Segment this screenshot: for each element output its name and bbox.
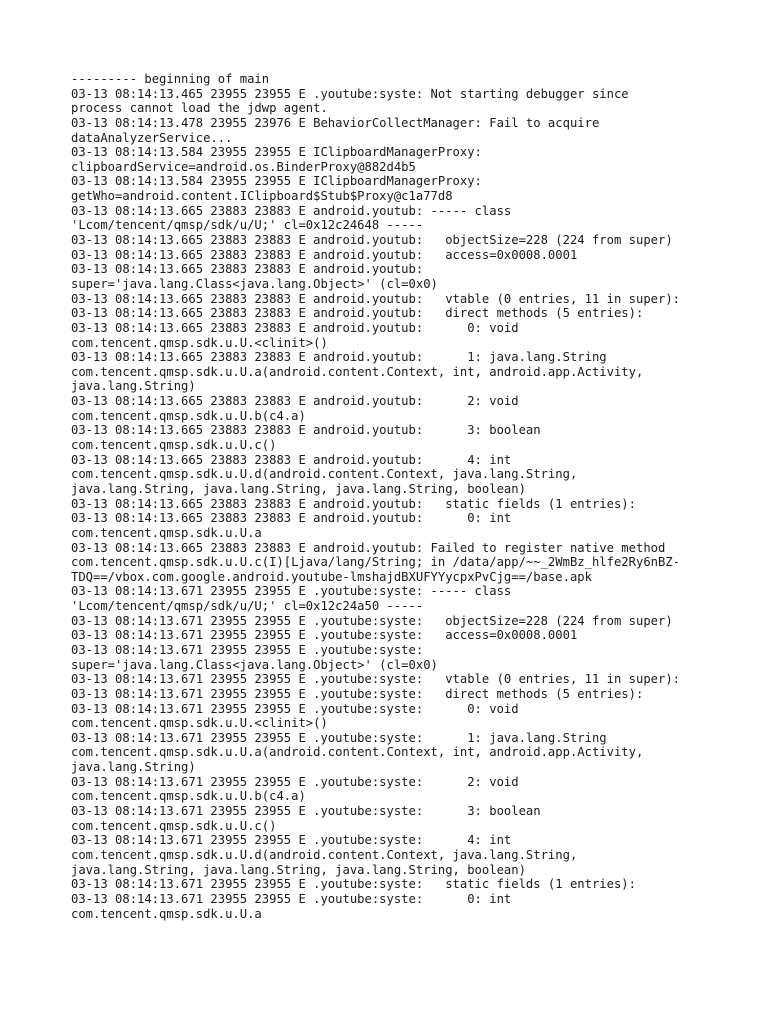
log-line: 03-13 08:14:13.665 23883 23883 E android.youtub: 0: int <box>71 511 512 526</box>
log-line: com.tencent.qmsp.sdk.u.U.a(android.content.Context, int, android.app.Activity, <box>71 364 644 379</box>
log-line: 03-13 08:14:13.671 23955 23955 E .youtube:syste: 2: void <box>71 774 519 789</box>
log-line: 03-13 08:14:13.671 23955 23955 E .youtube:syste: objectSize=228 (224 from super) <box>71 613 673 628</box>
log-line: 'Lcom/tencent/qmsp/sdk/u/U;' cl=0x12c24648 ----- <box>71 218 424 233</box>
log-line: com.tencent.qmsp.sdk.u.U.a <box>71 525 262 540</box>
log-line: 03-13 08:14:13.478 23955 23976 E BehaviorCollectManager: Fail to acquire <box>71 115 600 130</box>
log-line: 03-13 08:14:13.671 23955 23955 E .youtube:syste: direct methods (5 entries): <box>71 686 644 701</box>
log-line: clipboardService=android.os.BinderProxy@882d4b5 <box>71 159 416 174</box>
log-line: 03-13 08:14:13.671 23955 23955 E .youtube:syste: 1: java.lang.String <box>71 730 607 745</box>
log-line: getWho=android.content.IClipboard$Stub$Proxy@c1a77d8 <box>71 189 453 204</box>
log-line: 03-13 08:14:13.665 23883 23883 E android.youtub: 1: java.lang.String <box>71 350 607 365</box>
log-line: 03-13 08:14:13.665 23883 23883 E android.youtub: static fields (1 entries): <box>71 496 636 511</box>
log-line: 03-13 08:14:13.671 23955 23955 E .youtube:syste: ----- class <box>71 584 512 599</box>
log-line: 03-13 08:14:13.671 23955 23955 E .youtube:syste: access=0x0008.0001 <box>71 628 578 643</box>
log-line: com.tencent.qmsp.sdk.u.U.d(android.content.Context, java.lang.String, <box>71 467 578 482</box>
log-line: super='java.lang.Class<java.lang.Object>' (cl=0x0) <box>71 657 438 672</box>
log-line: com.tencent.qmsp.sdk.u.U.c(I)[Ljava/lang/String; in /data/app/~~_2WmBz_hlfe2Ry6nBZ- <box>71 555 681 570</box>
log-line: com.tencent.qmsp.sdk.u.U.<clinit>() <box>71 716 328 731</box>
log-line: 03-13 08:14:13.665 23883 23883 E android.youtub: Failed to register native method <box>71 540 666 555</box>
log-line: 03-13 08:14:13.665 23883 23883 E android.youtub: direct methods (5 entries): <box>71 306 644 321</box>
log-line: dataAnalyzerService... <box>71 130 233 145</box>
log-line: 03-13 08:14:13.665 23883 23883 E android.youtub: vtable (0 entries, 11 in super): <box>71 291 681 306</box>
log-line: 03-13 08:14:13.671 23955 23955 E .youtube:syste: 0: int <box>71 891 512 906</box>
log-line: 03-13 08:14:13.584 23955 23955 E IClipboardManagerProxy: <box>71 174 482 189</box>
log-line: 03-13 08:14:13.671 23955 23955 E .youtube:syste: 4: int <box>71 833 512 848</box>
log-line: 03-13 08:14:13.665 23883 23883 E android.youtub: access=0x0008.0001 <box>71 247 578 262</box>
log-line: process cannot load the jdwp agent. <box>71 101 328 116</box>
log-line: com.tencent.qmsp.sdk.u.U.a <box>71 906 262 921</box>
log-line: 03-13 08:14:13.671 23955 23955 E .youtube:syste: 0: void <box>71 701 519 716</box>
log-line: com.tencent.qmsp.sdk.u.U.c() <box>71 818 277 833</box>
log-line: super='java.lang.Class<java.lang.Object>' (cl=0x0) <box>71 276 438 291</box>
log-line: java.lang.String, java.lang.String, java.lang.String, boolean) <box>71 481 526 496</box>
log-line: 03-13 08:14:13.671 23955 23955 E .youtube:syste: <box>71 642 424 657</box>
log-line: 03-13 08:14:13.665 23883 23883 E android.youtub: 3: boolean <box>71 423 541 438</box>
log-line: com.tencent.qmsp.sdk.u.U.b(c4.a) <box>71 408 306 423</box>
log-line: 03-13 08:14:13.671 23955 23955 E .youtube:syste: 3: boolean <box>71 804 541 819</box>
log-line: TDQ==/vbox.com.google.android.youtube-lmshajdBXUFYYycpxPvCjg==/base.apk <box>71 569 592 584</box>
log-line: com.tencent.qmsp.sdk.u.U.d(android.content.Context, java.lang.String, <box>71 847 578 862</box>
log-line: java.lang.String) <box>71 379 196 394</box>
log-line: 03-13 08:14:13.665 23883 23883 E android.youtub: 4: int <box>71 452 512 467</box>
log-line: 'Lcom/tencent/qmsp/sdk/u/U;' cl=0x12c24a50 ----- <box>71 599 424 614</box>
log-line: 03-13 08:14:13.671 23955 23955 E .youtube:syste: vtable (0 entries, 11 in super): <box>71 672 681 687</box>
log-line: java.lang.String) <box>71 760 196 775</box>
log-line: 03-13 08:14:13.665 23883 23883 E android.youtub: <box>71 262 424 277</box>
log-line: com.tencent.qmsp.sdk.u.U.c() <box>71 438 277 453</box>
log-line: com.tencent.qmsp.sdk.u.U.<clinit>() <box>71 335 328 350</box>
log-line: com.tencent.qmsp.sdk.u.U.a(android.content.Context, int, android.app.Activity, <box>71 745 644 760</box>
log-line: --------- beginning of main <box>71 72 270 86</box>
log-line: 03-13 08:14:13.665 23883 23883 E android.youtub: 2: void <box>71 394 519 409</box>
log-line: com.tencent.qmsp.sdk.u.U.b(c4.a) <box>71 789 306 804</box>
log-text-block <box>71 72 731 921</box>
log-line: 03-13 08:14:13.671 23955 23955 E .youtube:syste: static fields (1 entries): <box>71 877 636 892</box>
log-line: 03-13 08:14:13.665 23883 23883 E android.youtub: objectSize=228 (224 from super) <box>71 233 673 248</box>
log-line: 03-13 08:14:13.665 23883 23883 E android.youtub: ----- class <box>71 203 512 218</box>
log-line: 03-13 08:14:13.665 23883 23883 E android.youtub: 0: void <box>71 320 519 335</box>
log-line: 03-13 08:14:13.584 23955 23955 E IClipboardManagerProxy: <box>71 145 482 160</box>
log-line: java.lang.String, java.lang.String, java.lang.String, boolean) <box>71 862 526 877</box>
log-line: 03-13 08:14:13.465 23955 23955 E .youtube:syste: Not starting debugger since <box>71 86 629 101</box>
